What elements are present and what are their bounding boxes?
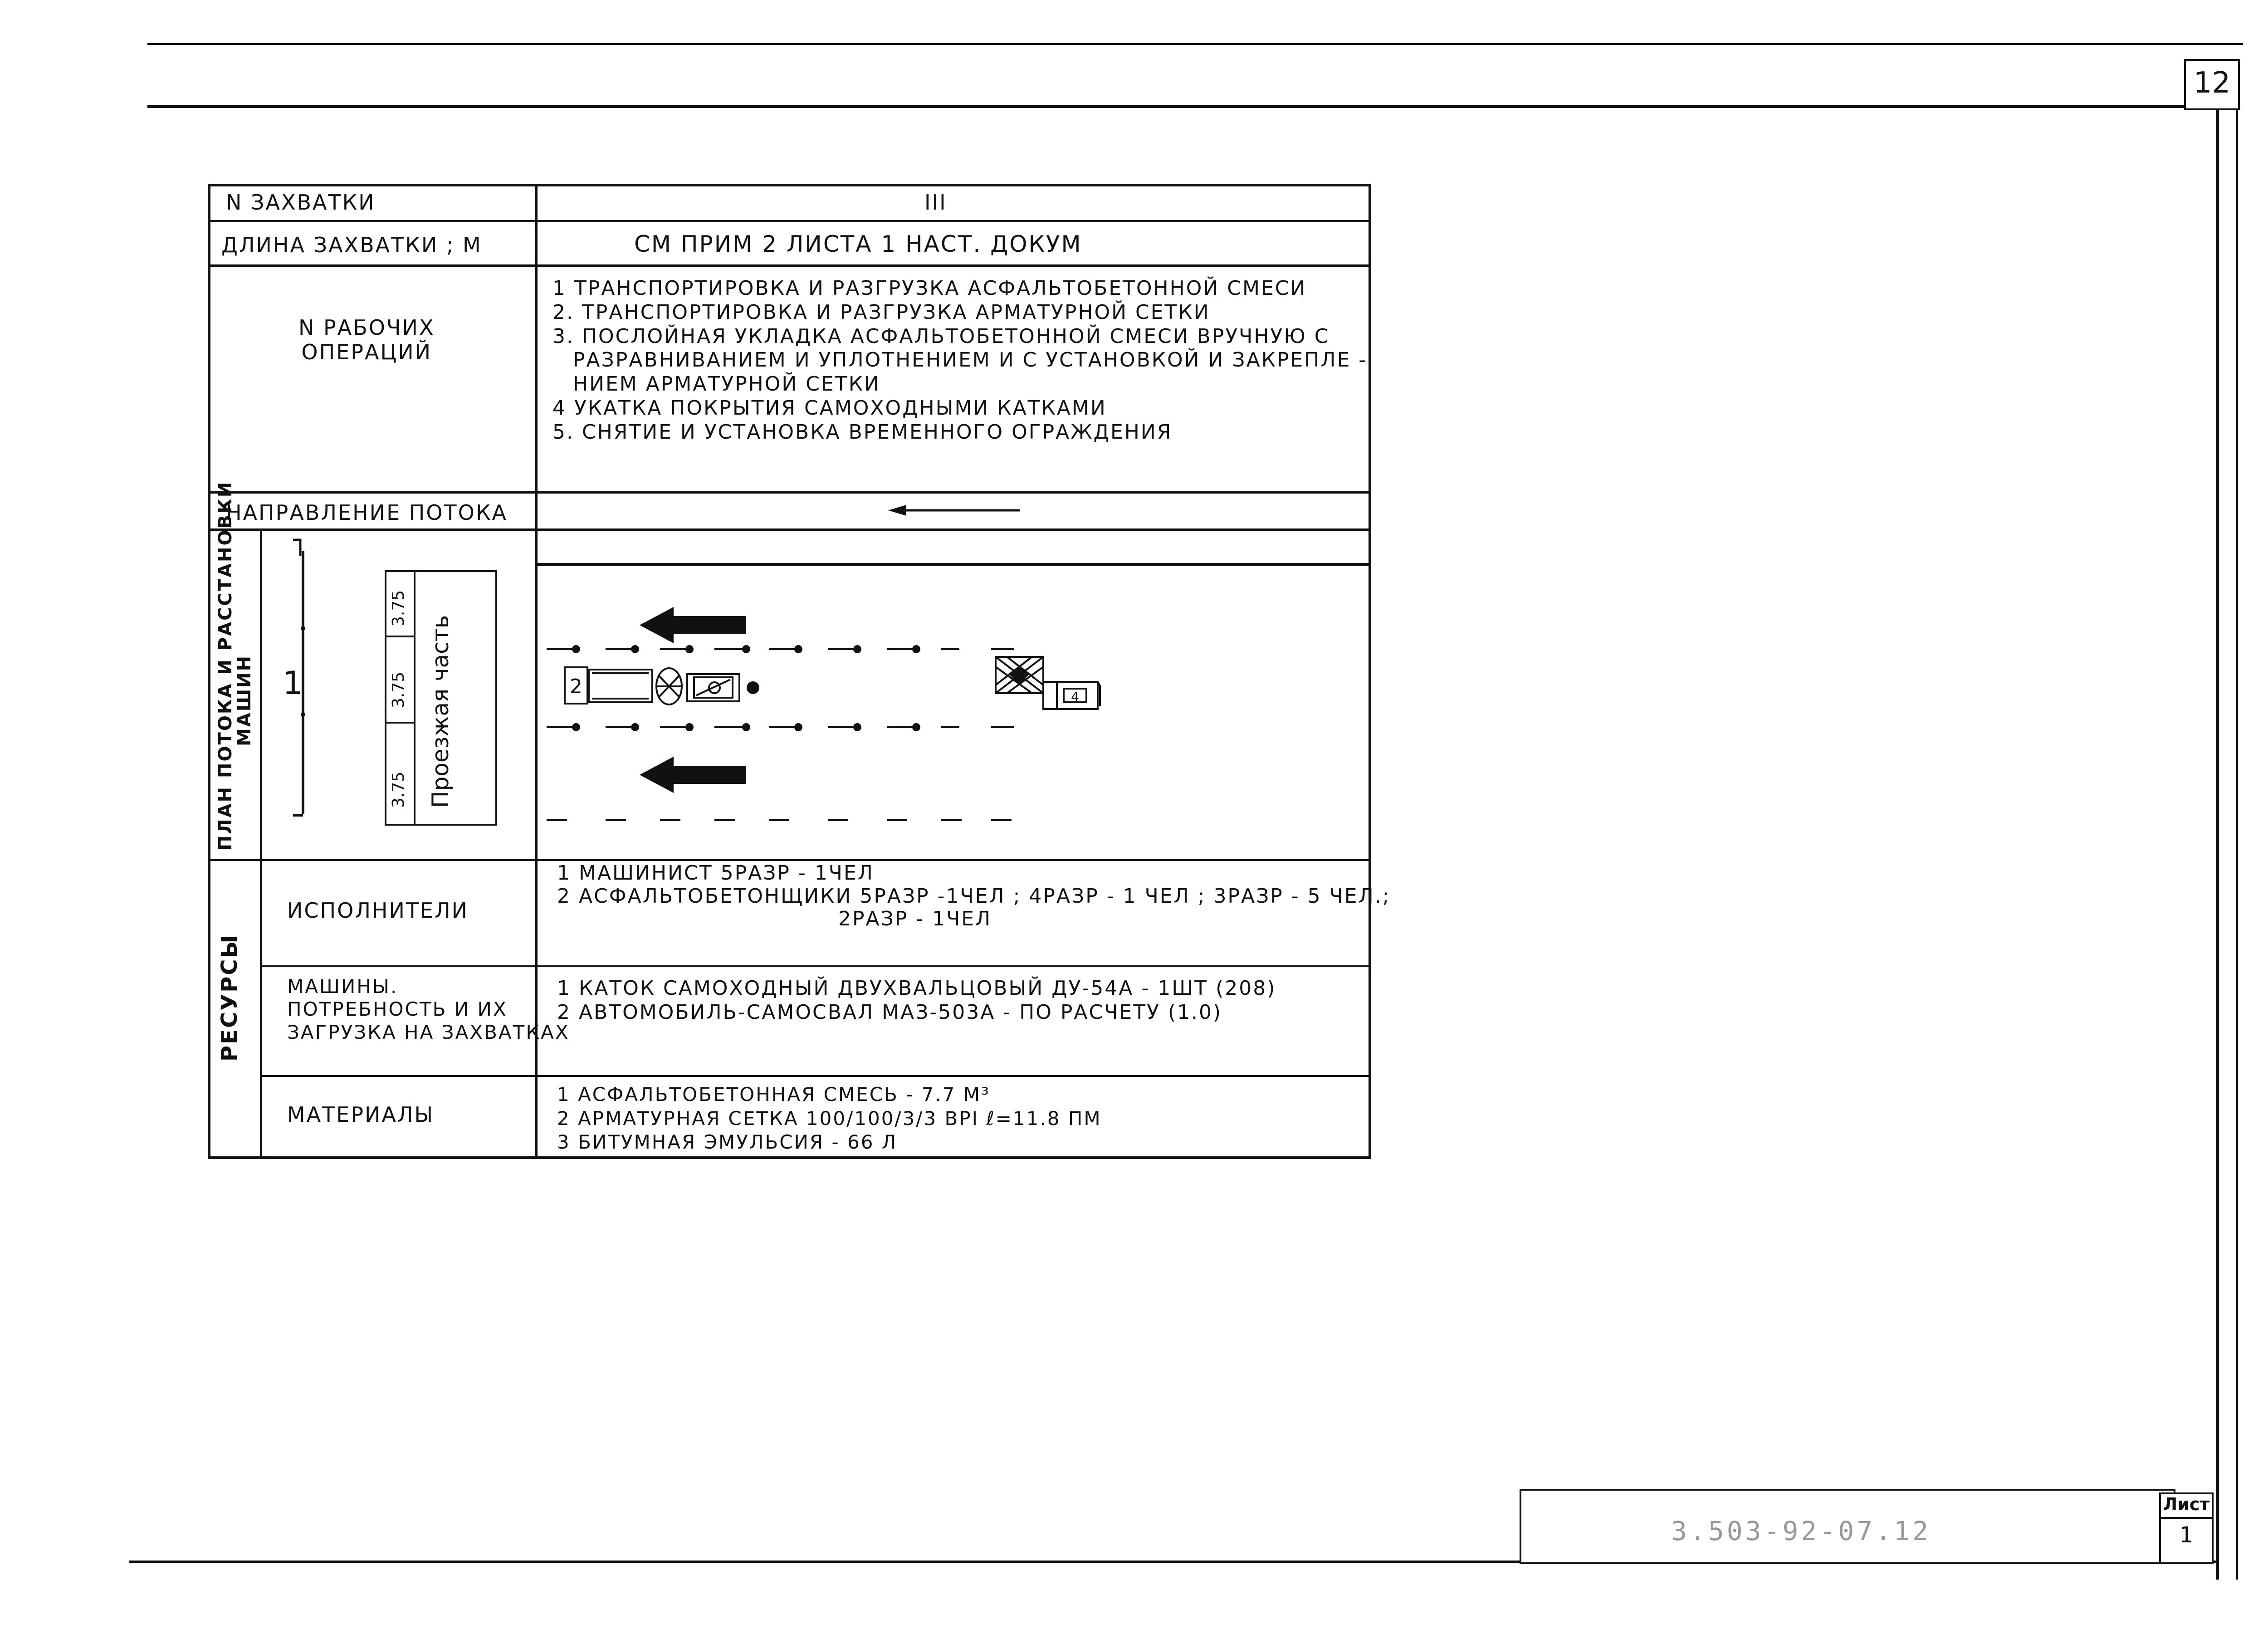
main-table	[208, 184, 1391, 1159]
operation-item: 5. СНЯТИЕ И УСТАНОВКА ВРЕМЕННОГО ОГРАЖДЕНИЯ	[552, 420, 1173, 444]
executor-line: 2 АСФАЛЬТОБЕТОНЩИКИ 5РАЗР -1ЧЕЛ ; 4РАЗР - 1 ЧЕЛ ; 3РАЗР - 5 ЧЕЛ.;	[557, 884, 1391, 908]
machines-label-line3: ЗАГРУЗКА НА ЗАХВАТКАХ	[287, 1021, 570, 1043]
zakhvatka-length-value: СМ ПРИМ 2 ЛИСТА 1 НАСТ. ДОКУМ	[634, 231, 1082, 257]
section-number: 1	[283, 665, 303, 702]
machine-line: 1 КАТОК САМОХОДНЫЙ ДВУХВАЛЬЦОВЫЙ ДУ-54А - 1ШТ (208)	[557, 977, 1276, 1000]
lane-divider	[386, 636, 414, 637]
title-block	[1520, 1489, 2175, 1564]
sheet-stamp-box	[2159, 1492, 2214, 1564]
page-number-box	[2184, 59, 2240, 110]
machines-label	[287, 975, 570, 1044]
row-divider-5	[208, 859, 1371, 861]
sheet-stamp-value: 1	[2179, 1522, 2194, 1548]
mesh-trolley-icon	[687, 674, 739, 701]
machine-line: 2 АВТОМОБИЛЬ-САМОСВАЛ МАЗ-503А - ПО РАСЧЕТУ (1.0)	[557, 1000, 1222, 1024]
executors-label: ИСПОЛНИТЕЛИ	[287, 898, 469, 923]
lane-divider	[386, 722, 414, 724]
outer-right-border-line	[2236, 105, 2238, 1580]
lane-width: 3.75	[389, 590, 408, 626]
plan-side-label-line1: ПЛАН ПОТОКА И РАССТАНОВКИ	[215, 480, 236, 851]
top-border-line	[147, 43, 2243, 45]
flow-arrow-icon	[640, 757, 746, 793]
vehicle-number: 4	[1071, 689, 1079, 704]
row-divider-3	[208, 491, 1371, 494]
resources-group-label: РЕСУРСЫ	[217, 934, 242, 1062]
flow-direction-label: НАПРАВЛЕНИЕ ПОТОКА	[226, 500, 508, 525]
material-line: 3 БИТУМНАЯ ЭМУЛЬСИЯ - 66 Л	[557, 1131, 898, 1153]
plan-side-label	[216, 481, 254, 851]
page-number: 12	[2193, 66, 2231, 100]
materials-label: МАТЕРИАЛЫ	[287, 1102, 435, 1127]
row-divider-1	[208, 220, 1371, 222]
operations-list	[552, 277, 1367, 445]
lower-lane-markers	[547, 724, 1014, 730]
right-border-line	[2216, 105, 2219, 1580]
sheet-stamp-label: Лист	[2161, 1494, 2212, 1519]
zakhvatka-number-label: N ЗАХВАТКИ	[226, 190, 376, 215]
executor-line: 1 МАШИНИСТ 5РАЗР - 1ЧЕЛ	[557, 861, 874, 885]
operation-item: 1 ТРАНСПОРТИРОВКА И РАЗГРУЗКА АСФАЛЬТОБЕТОННОЙ СМЕСИ	[552, 277, 1307, 300]
operation-item: 3. ПОСЛОЙНАЯ УКЛАДКА АСФАЛЬТОБЕТОННОЙ СМЕСИ ВРУЧНУЮ С	[552, 324, 1330, 348]
worker-icon	[747, 681, 759, 694]
operation-item: РАЗРАВНИВАНИЕМ И УПЛОТНЕНИЕМ И С УСТАНОВКОЙ И ЗАКРЕПЛЕ -	[573, 348, 1368, 372]
lane-width: 3.75	[389, 671, 408, 708]
plan-sub-divider	[535, 563, 1371, 566]
executors-list	[557, 862, 1391, 931]
roadway-label: Проезжая часть	[427, 615, 454, 808]
flow-arrow-icon	[640, 607, 746, 643]
zakhvatka-number-value: III	[924, 190, 947, 215]
inner-top-border-line	[147, 105, 2216, 108]
zakhvatka-length-label: ДЛИНА ЗАХВАТКИ ; М	[221, 233, 482, 257]
roller-icon	[996, 657, 1100, 709]
operations-label	[298, 315, 435, 365]
group-column-divider	[260, 528, 262, 1159]
machines-label-line2: ПОТРЕБНОСТЬ И ИХ	[287, 998, 508, 1021]
machines-label-line1: МАШИНЫ.	[287, 975, 398, 998]
operation-item: НИЕМ АРМАТУРНОЙ СЕТКИ	[573, 372, 880, 396]
operation-item: 2. ТРАНСПОРТИРОВКА И РАЗГРУЗКА АРМАТУРНОЙ СЕТКИ	[552, 300, 1210, 324]
operations-label-line1: N РАБОЧИХ	[298, 315, 435, 340]
row-divider-2	[208, 264, 1371, 267]
lane-width: 3.75	[389, 771, 408, 808]
cross-section-box	[385, 570, 497, 826]
upper-lane-markers	[547, 646, 1014, 652]
operation-item: 4 УКАТКА ПОКРЫТИЯ САМОХОДНЫМИ КАТКАМИ	[552, 396, 1107, 420]
row-divider-6	[260, 965, 1371, 967]
machines-list	[557, 977, 1276, 1025]
vehicle-number: 2	[570, 675, 582, 698]
row-divider-4	[208, 528, 1371, 531]
materials-list	[557, 1083, 1102, 1155]
road-scheme	[538, 566, 1368, 856]
flow-direction-arrow-icon	[888, 501, 1024, 519]
operations-label-line2: ОПЕРАЦИЙ	[301, 340, 432, 365]
row-divider-7	[260, 1075, 1371, 1077]
document-code: 3.503-92-07.12	[1671, 1516, 1931, 1546]
material-line: 2 АРМАТУРНАЯ СЕТКА 100/100/3/3 ВРI ℓ=11.8 ПМ	[557, 1107, 1102, 1130]
executor-line: 2РАЗР - 1ЧЕЛ	[838, 907, 992, 931]
plan-side-label-line2: МАШИН	[234, 654, 255, 746]
material-line: 1 АСФАЛЬТОБЕТОННАЯ СМЕСЬ - 7.7 М³	[557, 1083, 990, 1106]
